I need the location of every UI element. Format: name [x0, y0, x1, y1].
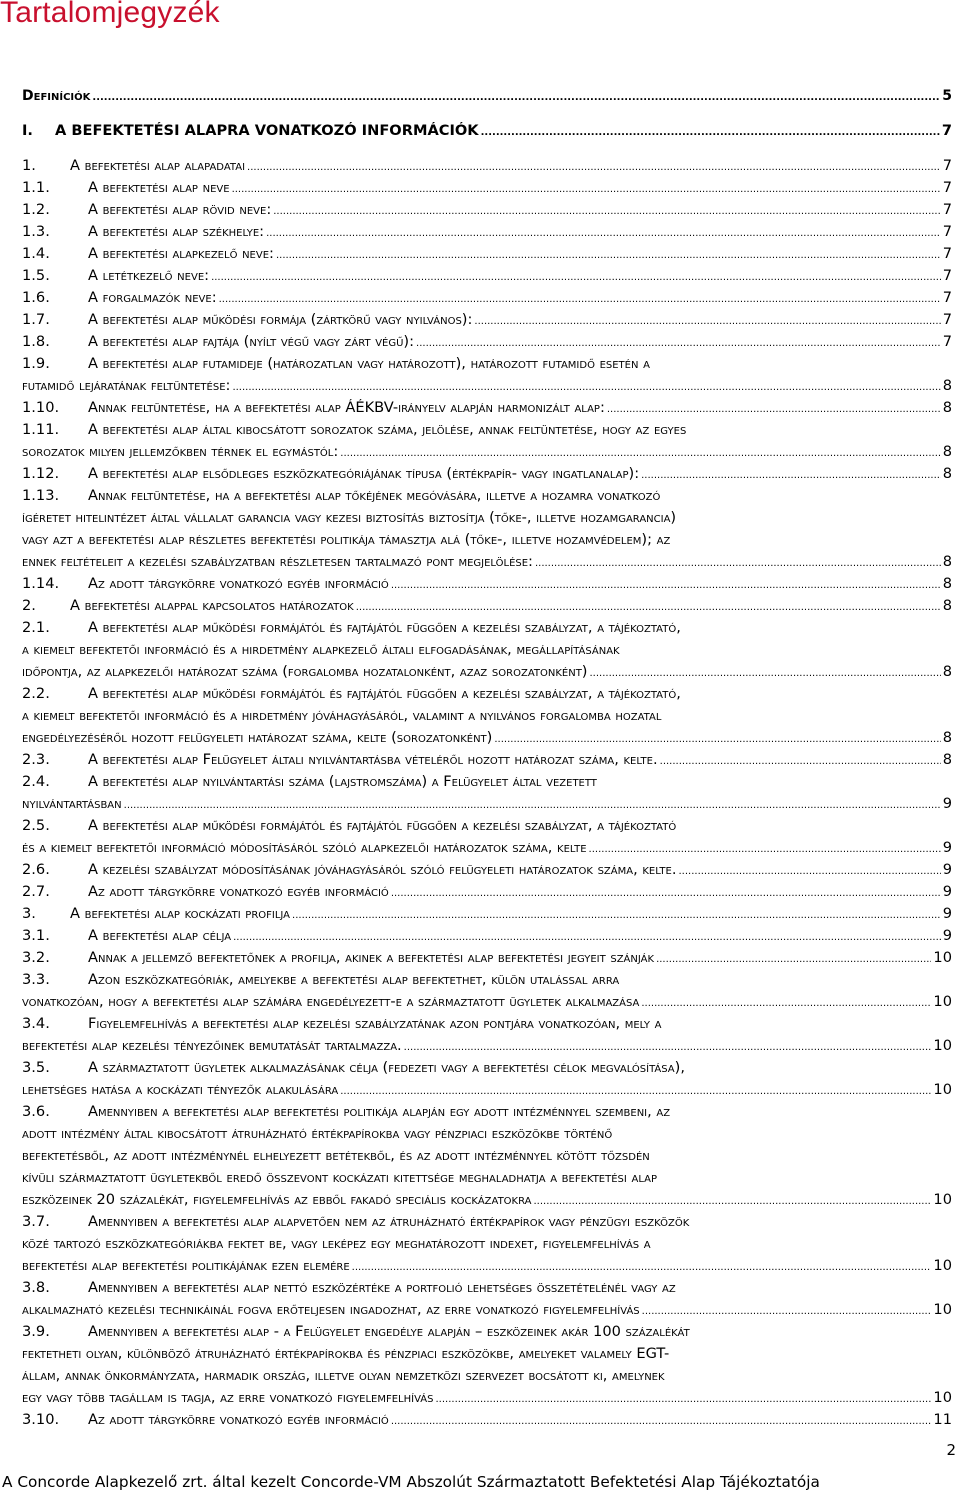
- toc-entry[interactable]: [22, 223, 952, 240]
- toc-entry[interactable]: [22, 1389, 952, 1406]
- toc-entry-page: 10: [933, 1037, 952, 1054]
- toc-leader-dots: [391, 575, 941, 592]
- toc-entry-text: A befektetési alap működési formája (zártkörű vagy nyilvános):: [88, 311, 473, 328]
- toc-entry-number: 2.3.: [22, 751, 50, 768]
- toc-leader-dots: [590, 663, 941, 680]
- toc-entry[interactable]: [22, 1037, 952, 1054]
- toc-entry[interactable]: [22, 509, 952, 526]
- toc-leader-dots: [232, 179, 941, 196]
- toc-entry-number: 2.: [22, 597, 36, 614]
- toc-leader-dots: [391, 883, 941, 900]
- toc-entry-number: 3.9.: [22, 1323, 50, 1340]
- toc-entry-number: 1.9.: [22, 355, 50, 372]
- toc-entry-text: egy vagy több tagállam is tagja, az erre vonatkozó figyelemfelhívás: [22, 1389, 434, 1406]
- toc-entry[interactable]: [22, 883, 952, 900]
- toc-entry-page: 7: [942, 179, 952, 196]
- toc-entry[interactable]: [22, 1059, 952, 1076]
- toc-entry-page: 9: [942, 883, 952, 900]
- toc-entry-text: közé tartozó eszközkategóriákba fektet be, vagy leképez egy meghatározott indexet, figyelemfelhívás a: [22, 1235, 651, 1252]
- toc-entry-text: lehetséges hatása a kockázati tényezők alakulására: [22, 1081, 339, 1098]
- toc-entry-number: 3.10.: [22, 1411, 60, 1428]
- toc-leader-dots: [211, 267, 941, 284]
- toc-entry[interactable]: [22, 1411, 952, 1428]
- toc-entry[interactable]: [22, 245, 952, 262]
- toc-entry-text: A letétkezelő neve:: [88, 267, 210, 284]
- toc-entry-page: 7: [941, 122, 952, 139]
- toc-entry-text: A befektetési alap elsődleges eszközkategóriájának típusa (értékpapír- vagy ingatlanalap):: [88, 465, 640, 482]
- toc-entry-text: A befektetési alap működési formájától és fajtájától függően a kezelési szabályzat, a tájékoztató,: [88, 685, 681, 702]
- toc-entry-text: A befektetési alappal kapcsolatos határozatok: [70, 597, 354, 614]
- toc-entry-page: 9: [942, 839, 952, 856]
- toc-entry-page: 8: [942, 575, 952, 592]
- toc-entry[interactable]: [22, 927, 952, 944]
- toc-leader-dots: [641, 993, 931, 1010]
- toc-entry[interactable]: [22, 1301, 952, 1318]
- toc-entry-number: 2.5.: [22, 817, 50, 834]
- toc-entry-number: 3.: [22, 905, 36, 922]
- toc-entry[interactable]: [22, 1191, 952, 1208]
- toc-entry-number: 3.1.: [22, 927, 50, 944]
- toc-entry[interactable]: [22, 685, 952, 702]
- toc-entry[interactable]: [22, 1345, 952, 1362]
- toc-entry-page: 8: [942, 663, 952, 680]
- toc-leader-dots: [292, 905, 941, 922]
- toc-entry-number: 1.8.: [22, 333, 50, 350]
- toc-entry-text: Annak a jellemző befektetőnek a profilja, akinek a befektetési alap befektetési jegyeit szánják: [88, 949, 655, 966]
- toc-entry-text: Annak feltüntetése, ha a befektetési alap ÁÉKBV-irányelv alapján harmonizált alap:: [88, 399, 605, 416]
- toc-entry-page: 10: [933, 1257, 952, 1274]
- toc-entry-page: 8: [942, 751, 952, 768]
- toc-entry-text: fektetheti olyan, különböző átruházható értékpapírokba és pénzpiaci eszközökbe, amelyeket valamely EGT-: [22, 1345, 670, 1362]
- toc-entry[interactable]: [22, 443, 952, 460]
- toc-entry-text: A befektetési alap székhelye:: [88, 223, 265, 240]
- toc-entry-number: 2.7.: [22, 883, 50, 900]
- toc-entry-text: A befektetési alap futamideje (határozatlan vagy határozott), határozott futamidő esetén a: [88, 355, 650, 372]
- toc-leader-dots: [641, 465, 941, 482]
- toc-entry-text: A befektetési alap működési formájától és fajtájától függően a kezelési szabályzat, a tájékoztató: [88, 817, 677, 834]
- toc-entry-number: 1.: [22, 157, 36, 174]
- toc-entry-text: engedélyezéséről hozott felügyeleti határozat száma, kelte (sorozatonként): [22, 729, 493, 746]
- toc-entry-text: eszközeinek 20 százalékát, figyelemfelhívás az ebből fakadó speciális kockázatokra: [22, 1191, 532, 1208]
- toc-leader-dots: [266, 223, 941, 240]
- toc-leader-dots: [416, 333, 941, 350]
- toc-entry[interactable]: [22, 487, 952, 504]
- toc-entry-text: Amennyiben a befektetési alap - a Felügyelet engedélye alapján – eszközeinek akár 100 százalékát: [88, 1323, 690, 1340]
- toc-entry-text: Annak feltüntetése, ha a befektetési alap tőkéjének megóvására, illetve a hozamra vonatkozó: [88, 487, 661, 504]
- toc-entry-text: a kiemelt befektetői információ és a hirdetmény jóváhagyásáról, valamint a nyilvános forgalomba hozatal: [22, 707, 662, 724]
- toc-entry[interactable]: [22, 795, 952, 812]
- toc-entry-text: befektetésből, az adott intézménynél elhelyezett betétekből, és az adott intézménnyel kötött tőzsdén: [22, 1147, 650, 1164]
- toc-leader-dots: [679, 861, 941, 878]
- toc-entry[interactable]: [22, 575, 952, 592]
- toc-entry-text: A BEFEKTETÉSI ALAPRA VONATKOZÓ INFORMÁCIÓK: [55, 122, 479, 139]
- toc-entry-text: nyilvántartásban: [22, 795, 122, 812]
- toc-entry[interactable]: [22, 267, 952, 284]
- toc-entry-page: 7: [942, 223, 952, 240]
- toc-entry[interactable]: [22, 905, 952, 922]
- toc-entry[interactable]: [22, 707, 952, 724]
- toc-entry-page: 9: [942, 795, 952, 812]
- toc-entry-number: 2.1.: [22, 619, 50, 636]
- toc-leader-dots: [642, 1301, 932, 1318]
- toc-entry[interactable]: [22, 1169, 952, 1186]
- toc-entry[interactable]: [22, 729, 952, 746]
- toc-entry[interactable]: [22, 817, 952, 834]
- toc-entry-page: 7: [942, 157, 952, 174]
- toc-entry[interactable]: [22, 421, 952, 438]
- toc-entry-number: 1.7.: [22, 311, 50, 328]
- toc-entry-text: Definíciók: [22, 88, 91, 104]
- toc-entry[interactable]: [22, 1103, 952, 1120]
- toc-entry[interactable]: [22, 1213, 952, 1230]
- toc-entry-page: 11: [933, 1411, 952, 1428]
- toc-entry-page: 8: [942, 399, 952, 416]
- toc-entry-text: futamidő lejáratának feltüntetése:: [22, 377, 231, 394]
- toc-entry[interactable]: [22, 1081, 952, 1098]
- toc-entry-number: 2.6.: [22, 861, 50, 878]
- toc-entry-text: a kiemelt befektetői információ és a hirdetmény alapkezelő általi elfogadásának, megállapításának: [22, 641, 620, 658]
- toc-entry[interactable]: [22, 333, 952, 350]
- toc-entry-page: 9: [942, 927, 952, 944]
- toc-leader-dots: [92, 88, 940, 104]
- toc-entry-text: Figyelemfelhívás a befektetési alap kezelési szabályzatának azon pontjára vonatkozóan, mely a: [88, 1015, 662, 1032]
- toc-leader-dots: [474, 311, 940, 328]
- toc-leader-dots: [273, 201, 940, 218]
- toc-entry-text: Amennyiben a befektetési alap befektetési politikája alapján egy adott intézménnyel szembeni, az: [88, 1103, 671, 1120]
- toc-entry-number: 3.3.: [22, 971, 50, 988]
- toc-entry[interactable]: [22, 377, 952, 394]
- toc-entry-text: A befektetési alap rövid neve:: [88, 201, 272, 218]
- toc-entry-page: 8: [942, 553, 952, 570]
- toc-leader-dots: [436, 1389, 932, 1406]
- toc-entry-text: állam, annak önkormányzata, harmadik ország, illetve olyan nemzetközi szervezet bocsátott ki, amelynek: [22, 1367, 665, 1384]
- toc-entry-number: 3.2.: [22, 949, 50, 966]
- toc-entry-number: 2.2.: [22, 685, 50, 702]
- toc-entry[interactable]: [22, 1125, 952, 1142]
- toc-entry-number: 1.11.: [22, 421, 60, 438]
- toc-leader-dots: [589, 839, 941, 856]
- toc-entry-number: 1.2.: [22, 201, 50, 218]
- toc-entry[interactable]: [22, 1323, 952, 1340]
- toc-entry-number: 1.10.: [22, 399, 60, 416]
- toc-entry-text: A befektetési alap fajtája (nyílt végű vagy zárt végű):: [88, 333, 415, 350]
- toc-entry-text: A befektetési alap kockázati profilja: [70, 905, 291, 922]
- toc-entry[interactable]: [22, 88, 952, 104]
- toc-entry-page: 10: [933, 949, 952, 966]
- toc-leader-dots: [356, 597, 941, 614]
- toc-entry[interactable]: [22, 311, 952, 328]
- toc-entry[interactable]: [22, 465, 952, 482]
- toc-entry-text: A befektetési alap alapadatai: [70, 157, 246, 174]
- toc-entry[interactable]: [22, 1147, 952, 1164]
- toc-leader-dots: [404, 1037, 932, 1054]
- toc-entry[interactable]: [22, 1235, 952, 1252]
- toc-entry[interactable]: [22, 993, 952, 1010]
- toc-entry-page: 7: [942, 289, 952, 306]
- toc-entry-text: kívüli származtatott ügyletekből eredő összevont kockázati kitettsége meghaladhatja a befektetési alap: [22, 1169, 658, 1186]
- toc-entry-number: 3.7.: [22, 1213, 50, 1230]
- toc-entry-number: 1.14.: [22, 575, 60, 592]
- toc-leader-dots: [607, 399, 941, 416]
- toc-entry-page: 8: [942, 465, 952, 482]
- toc-entry-text: és a kiemelt befektetői információ módosításáról szóló alapkezelői határozatok száma, kelte: [22, 839, 587, 856]
- toc-entry-page: 7: [942, 311, 952, 328]
- toc-entry-number: I.: [22, 122, 33, 139]
- toc-leader-dots: [660, 751, 941, 768]
- toc-entry-number: 2.4.: [22, 773, 50, 790]
- toc-entry-page: 10: [933, 993, 952, 1010]
- toc-entry[interactable]: [22, 157, 952, 174]
- toc-entry-number: 1.5.: [22, 267, 50, 284]
- toc-entry[interactable]: [22, 949, 952, 966]
- toc-leader-dots: [656, 949, 931, 966]
- toc-entry[interactable]: [22, 531, 952, 548]
- toc-entry-page: 8: [942, 377, 952, 394]
- toc-entry[interactable]: [22, 861, 952, 878]
- page-number: 2: [946, 1441, 956, 1459]
- toc-leader-dots: [233, 927, 941, 944]
- toc-entry-text: A befektetési alap működési formájától és fajtájától függően a kezelési szabályzat, a tájékoztató,: [88, 619, 681, 636]
- toc-entry-page: 8: [942, 597, 952, 614]
- toc-entry-number: 1.1.: [22, 179, 50, 196]
- toc-title: Tartalomjegyzék: [0, 0, 220, 29]
- toc-entry-text: adott intézmény által kibocsátott átruházható értékpapírokba vagy pénzpiaci eszközökbe történő: [22, 1125, 613, 1142]
- toc-entry-page: 10: [933, 1191, 952, 1208]
- toc-entry-text: A befektetési alap által kibocsátott sorozatok száma, jelölése, annak feltüntetése, hogy az egyes: [88, 421, 687, 438]
- toc-entry-text: ígéretet hitelintézet által vállalat garancia vagy kezesi biztosítás biztosítja (tőke-, illetve hozamgarancia): [22, 509, 677, 526]
- toc-leader-dots: [276, 245, 941, 262]
- toc-entry-text: A befektetési alap nyilvántartási száma (lajstromszáma) a Felügyelet által vezetett: [88, 773, 597, 790]
- toc-entry[interactable]: [22, 619, 952, 636]
- toc-entry-text: A származtatott ügyletek alkalmazásának célja (fedezeti vagy a befektetési célok megvalósítása),: [88, 1059, 685, 1076]
- toc-entry-page: 8: [942, 729, 952, 746]
- toc-entry-text: Azon eszközkategóriák, amelyekbe a befektetési alap befektethet, külön utalással arra: [88, 971, 620, 988]
- toc-entry[interactable]: [22, 597, 952, 614]
- toc-entry[interactable]: [22, 179, 952, 196]
- toc-entry-page: 7: [942, 333, 952, 350]
- toc-entry[interactable]: [22, 201, 952, 218]
- toc-entry-page: 5: [942, 88, 952, 104]
- toc-leader-dots: [352, 1257, 932, 1274]
- page-footer: A Concorde Alapkezelő zrt. által kezelt Concorde-VM Abszolút Származtatott Befektetési Alap Tájékoztatója: [2, 1473, 820, 1491]
- toc-entry-text: Amennyiben a befektetési alap alapvetően nem az átruházható értékpapírok vagy pénzügyi eszközök: [88, 1213, 690, 1230]
- toc-entry-page: 7: [942, 267, 952, 284]
- toc-entry-number: 1.6.: [22, 289, 50, 306]
- toc-entry[interactable]: [22, 355, 952, 372]
- toc-entry-text: A forgalmazók neve:: [88, 289, 217, 306]
- toc-leader-dots: [219, 289, 941, 306]
- toc-entry[interactable]: [22, 399, 952, 416]
- toc-leader-dots: [340, 443, 940, 460]
- toc-entry-page: 10: [933, 1301, 952, 1318]
- toc-entry-number: 1.3.: [22, 223, 50, 240]
- toc-entry-page: 7: [942, 245, 952, 262]
- toc-entry-number: 3.5.: [22, 1059, 50, 1076]
- toc-entry[interactable]: [22, 839, 952, 856]
- toc-entry[interactable]: [22, 773, 952, 790]
- toc-entry-number: 1.12.: [22, 465, 60, 482]
- toc-entry-text: Az adott tárgykörre vonatkozó egyéb információ: [88, 575, 389, 592]
- toc-entry-page: 9: [942, 905, 952, 922]
- toc-entry[interactable]: [22, 1367, 952, 1384]
- toc-leader-dots: [391, 1411, 932, 1428]
- toc-entry-text: Az adott tárgykörre vonatkozó egyéb információ: [88, 883, 389, 900]
- toc-entry[interactable]: [22, 1257, 952, 1274]
- toc-entry[interactable]: [22, 1015, 952, 1032]
- toc-entry-text: vonatkozóan, hogy a befektetési alap számára engedélyezett-e a származtatott ügyletek alkalmazása: [22, 993, 640, 1010]
- toc-entry-page: 9: [942, 861, 952, 878]
- toc-entry-page: 10: [933, 1389, 952, 1406]
- toc-entry-page: 7: [942, 201, 952, 218]
- toc-entry[interactable]: [22, 553, 952, 570]
- toc-entry-text: sorozatok milyen jellemzőkben térnek el egymástól:: [22, 443, 339, 460]
- toc-entry-number: 3.8.: [22, 1279, 50, 1296]
- toc-entry[interactable]: [22, 122, 952, 139]
- toc-entry-text: befektetési alap befektetési politikájának ezen elemére: [22, 1257, 350, 1274]
- toc-entry[interactable]: [22, 971, 952, 988]
- toc-entry-page: 10: [933, 1081, 952, 1098]
- toc-entry-number: 1.13.: [22, 487, 60, 504]
- toc-entry-text: alkalmazható kezelési technikáinál fogva erőteljesen ingadozhat, az erre vonatkozó figyelemfelhívás: [22, 1301, 640, 1318]
- toc-entry-text: Amennyiben a befektetési alap nettó eszközértéke a portfolió lehetséges összetételénél vagy az: [88, 1279, 676, 1296]
- toc-leader-dots: [340, 1081, 931, 1098]
- toc-leader-dots: [481, 122, 940, 139]
- toc-leader-dots: [247, 157, 941, 174]
- toc-leader-dots: [232, 377, 940, 394]
- toc-leader-dots: [124, 795, 941, 812]
- toc-entry[interactable]: [22, 1279, 952, 1296]
- toc-leader-dots: [494, 729, 940, 746]
- toc-entry-text: ennek feltételeit a kezelési szabályzatban részletesen tartalmazó pont megjelölése:: [22, 553, 533, 570]
- toc-entry-text: befektetési alap kezelési tényezőinek bemutatását tartalmazza.: [22, 1037, 402, 1054]
- toc-entry-text: A befektetési alap Felügyelet általi nyilvántartásba vételéről hozott határozat száma, kelte.: [88, 751, 658, 768]
- toc-leader-dots: [534, 1191, 932, 1208]
- toc-entry-number: 3.4.: [22, 1015, 50, 1032]
- toc-entry-text: A befektetési alap neve: [88, 179, 230, 196]
- toc-entry-text: Az adott tárgykörre vonatkozó egyéb információ: [88, 1411, 389, 1428]
- toc-entry-text: A befektetési alapkezelő neve:: [88, 245, 274, 262]
- toc-entry-page: 8: [942, 443, 952, 460]
- toc-entry-text: időpontja, az alapkezelői határozat száma (forgalomba hozatalonként, azaz sorozatonként): [22, 663, 588, 680]
- toc-entry-text: vagy azt a befektetési alap részletes befektetési politikája támasztja alá (tőke-, illetve hozamvédelem); az: [22, 531, 671, 548]
- toc-entry-number: 1.4.: [22, 245, 50, 262]
- toc-leader-dots: [535, 553, 941, 570]
- toc-entry-text: A kezelési szabályzat módosításának jóváhagyásáról szóló felügyeleti határozatok száma, kelte.: [88, 861, 677, 878]
- toc-entry[interactable]: [22, 641, 952, 658]
- toc-entry-number: 3.6.: [22, 1103, 50, 1120]
- toc-entry-text: A befektetési alap célja: [88, 927, 232, 944]
- toc-entry[interactable]: [22, 751, 952, 768]
- toc-entry[interactable]: [22, 663, 952, 680]
- toc-entry[interactable]: [22, 289, 952, 306]
